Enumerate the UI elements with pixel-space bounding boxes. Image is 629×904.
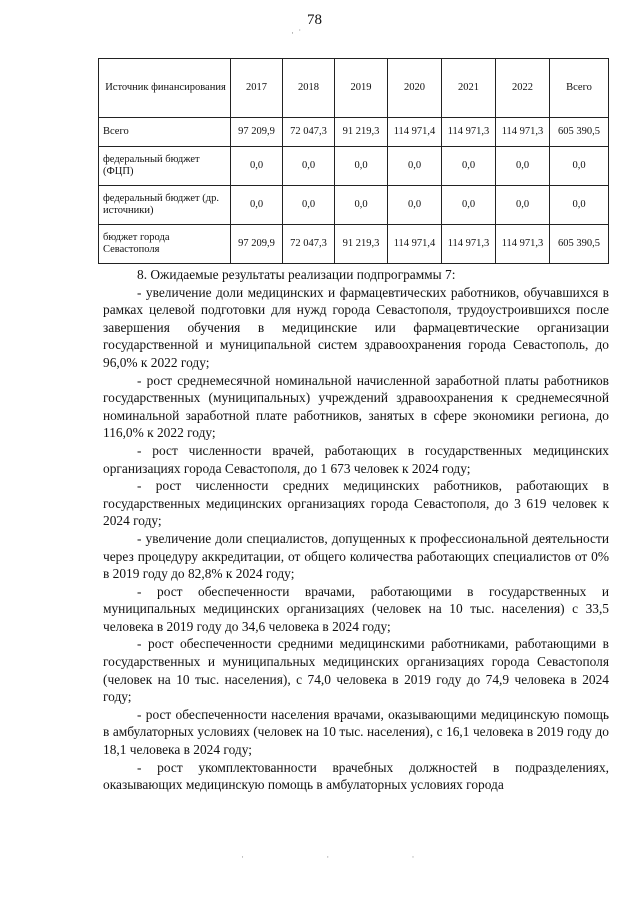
- table-header-cell: 2017: [231, 59, 283, 118]
- table-cell: 91 219,3: [335, 118, 388, 147]
- financing-table: [98, 58, 609, 264]
- table-cell: 0,0: [496, 186, 550, 225]
- document-body: [103, 266, 609, 794]
- table-cell: 0,0: [231, 147, 283, 186]
- table-cell: 0,0: [388, 147, 442, 186]
- table-cell: 114 971,3: [496, 118, 550, 147]
- table-row: [99, 186, 609, 225]
- paragraph: - увеличение доли специалистов, допущенных к профессиональной деятельности через процедуру аккредитации, от общего количества работающих специалистов от 0% в 2019 году до 82,8% к 2024 году;: [103, 530, 609, 582]
- paragraph: - рост обеспеченности населения врачами, оказывающими медицинскую помощь в амбулаторных условиях (человек на 10 тыс. населения), с 16,1 человека в 2019 году до 18,1 человека в 2024 году;: [103, 706, 609, 758]
- table-cell: 0,0: [335, 186, 388, 225]
- table-cell: 72 047,3: [283, 225, 335, 264]
- paragraph: - рост численности средних медицинских работников, работающих в государственных медицинских организациях города Севастополя, до 3 619 человек к 2024 году;: [103, 478, 609, 529]
- paragraph: - рост обеспеченности врачами, работающими в государственных и муниципальных медицинских организациях (человек на 10 тыс. населения) с 33,5 человека в 2019 году до 34,6 человека в 2024 году;: [103, 583, 609, 634]
- section-heading: 8. Ожидаемые результаты реализации подпрограммы 7:: [137, 267, 456, 282]
- table-cell: 0,0: [283, 147, 335, 186]
- table-cell: 0,0: [550, 147, 609, 186]
- table-header-cell: 2020: [388, 59, 442, 118]
- table-cell: 114 971,3: [442, 225, 496, 264]
- paragraph: - рост обеспеченности средними медицинскими работниками, работающими в государственных и муниципальных медицинских организациях города Севастополя (человек на 10 тыс. населения), с 74,0 человека в 2019 году до 74,9 человека в 2024 году;: [103, 636, 609, 705]
- table-cell: 0,0: [442, 186, 496, 225]
- table-cell: 0,0: [550, 186, 609, 225]
- table-cell: 97 209,9: [231, 225, 283, 264]
- paragraph: - увеличение доли медицинских и фармацевтических работников, обучавшихся в рамках целевой подготовки для нужд города Севастополя, трудоустроившихся после завершения обучения в медицинские или фармацевтические организации государственной и муниципальной систем здравоохранения города Севастополь, до 96,0% к 2022 году;: [103, 284, 609, 370]
- table-cell: 0,0: [283, 186, 335, 225]
- table-cell: 72 047,3: [283, 118, 335, 147]
- table-cell: бюджет города Севастополя: [99, 225, 231, 264]
- table-cell: 114 971,4: [388, 118, 442, 147]
- paragraph: - рост численности врачей, работающих в государственных медицинских организациях города Севастополя, до 1 673 человек к 2024 году;: [103, 442, 609, 476]
- table-cell: федеральный бюджет (др. источники): [99, 186, 231, 225]
- table-row: [99, 118, 609, 147]
- table-cell: федеральный бюджет (ФЦП): [99, 147, 231, 186]
- table-cell: 0,0: [335, 147, 388, 186]
- page-number: 78: [307, 12, 322, 28]
- table-cell: Всего: [99, 118, 231, 147]
- table-cell: 605 390,5: [550, 225, 609, 264]
- table-header-row: [99, 59, 609, 118]
- table-header-cell: Всего: [550, 59, 609, 118]
- table-header-cell: 2018: [283, 59, 335, 118]
- table-cell: 114 971,3: [496, 225, 550, 264]
- table-header-cell: 2019: [335, 59, 388, 118]
- table-cell: 0,0: [496, 147, 550, 186]
- table-cell: 91 219,3: [335, 225, 388, 264]
- table-cell: 0,0: [231, 186, 283, 225]
- table-cell: 114 971,3: [442, 118, 496, 147]
- scan-artifact: · · ·: [241, 852, 455, 862]
- scan-artifact: · ˙: [291, 28, 303, 38]
- table-cell: 605 390,5: [550, 118, 609, 147]
- table-header-cell: 2021: [442, 59, 496, 118]
- table-cell: 114 971,4: [388, 225, 442, 264]
- table-cell: 97 209,9: [231, 118, 283, 147]
- paragraph: - рост среднемесячной номинальной начисленной заработной платы работников государственных (муниципальных) учреждений здравоохранения к среднемесячной номинальной заработной плате работников, занятых в сфере экономики региона, до 116,0% к 2022 году;: [103, 372, 609, 441]
- table-cell: 0,0: [388, 186, 442, 225]
- table-cell: 0,0: [442, 147, 496, 186]
- paragraph: - рост укомплектованности врачебных должностей в подразделениях, оказывающих медицинскую помощь в амбулаторных условиях города: [103, 759, 609, 793]
- table-header-cell: 2022: [496, 59, 550, 118]
- table-header-cell: Источник финансирования: [99, 59, 231, 118]
- table-row: [99, 147, 609, 186]
- table-row: [99, 225, 609, 264]
